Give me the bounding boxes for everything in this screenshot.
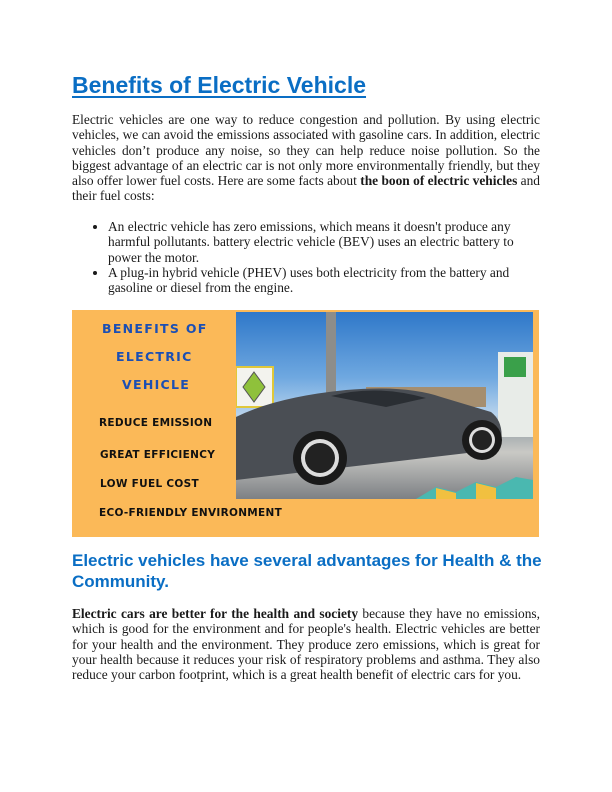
health-paragraph: [72, 606, 540, 682]
intro-text-end: and their fuel costs:: [72, 173, 540, 204]
page-title: Benefits of Electric Vehicle: [72, 72, 367, 98]
car-charging-photo: [236, 312, 533, 499]
banner-title-line: BENEFITS OF: [102, 321, 208, 336]
list-item: • An electric vehicle has zero emissions, which means it doesn't produce any harmful pollutants. battery electric vehicle (BEV) uses an electric battery to power the motor.: [108, 219, 532, 265]
health-text: because they have no emissions, which is good for the environment and for people's health. Electric vehicles are better for your health and the environment. They produce zero emissions, which is great for your health because it reduces your risk of respiratory problems and asthma. They also reduce your carbon footprint, which is a great health benefit of electric cars for you.: [72, 606, 540, 683]
banner-benefit: LOW FUEL COST: [100, 478, 199, 490]
benefits-banner-image: [72, 310, 539, 537]
banner-title-line: VEHICLE: [122, 377, 191, 392]
health-bold-text: Electric cars are better for the health and society: [72, 606, 359, 621]
intro-paragraph: [72, 112, 540, 204]
banner-benefit: ECO-FRIENDLY ENVIRONMENT: [99, 507, 283, 519]
section-heading: Electric vehicles have several advantages for Health & the Community.: [72, 551, 542, 591]
banner-title-line: ELECTRIC: [116, 349, 193, 364]
intro-text: Electric vehicles are one way to reduce congestion and pollution. By using electric vehicles, we can avoid the emissions associated with gasoline cars. In addition, electric vehicles don’t produce any noise, so they can help reduce noise pollution. So the biggest advantage of an electric car is not only more environmentally friendly, but they also offer lower fuel costs. Here are some facts about: [72, 112, 540, 189]
banner-benefit: REDUCE EMISSION: [99, 417, 213, 429]
intro-bold-text: the boon of electric vehicles: [360, 173, 518, 189]
banner-benefit: GREAT EFFICIENCY: [100, 449, 216, 461]
list-item: • A plug-in hybrid vehicle (PHEV) uses both electricity from the battery and gasoline or diesel from the engine.: [108, 265, 532, 296]
car-illustration: [236, 312, 533, 499]
bullet-list: [72, 219, 532, 295]
